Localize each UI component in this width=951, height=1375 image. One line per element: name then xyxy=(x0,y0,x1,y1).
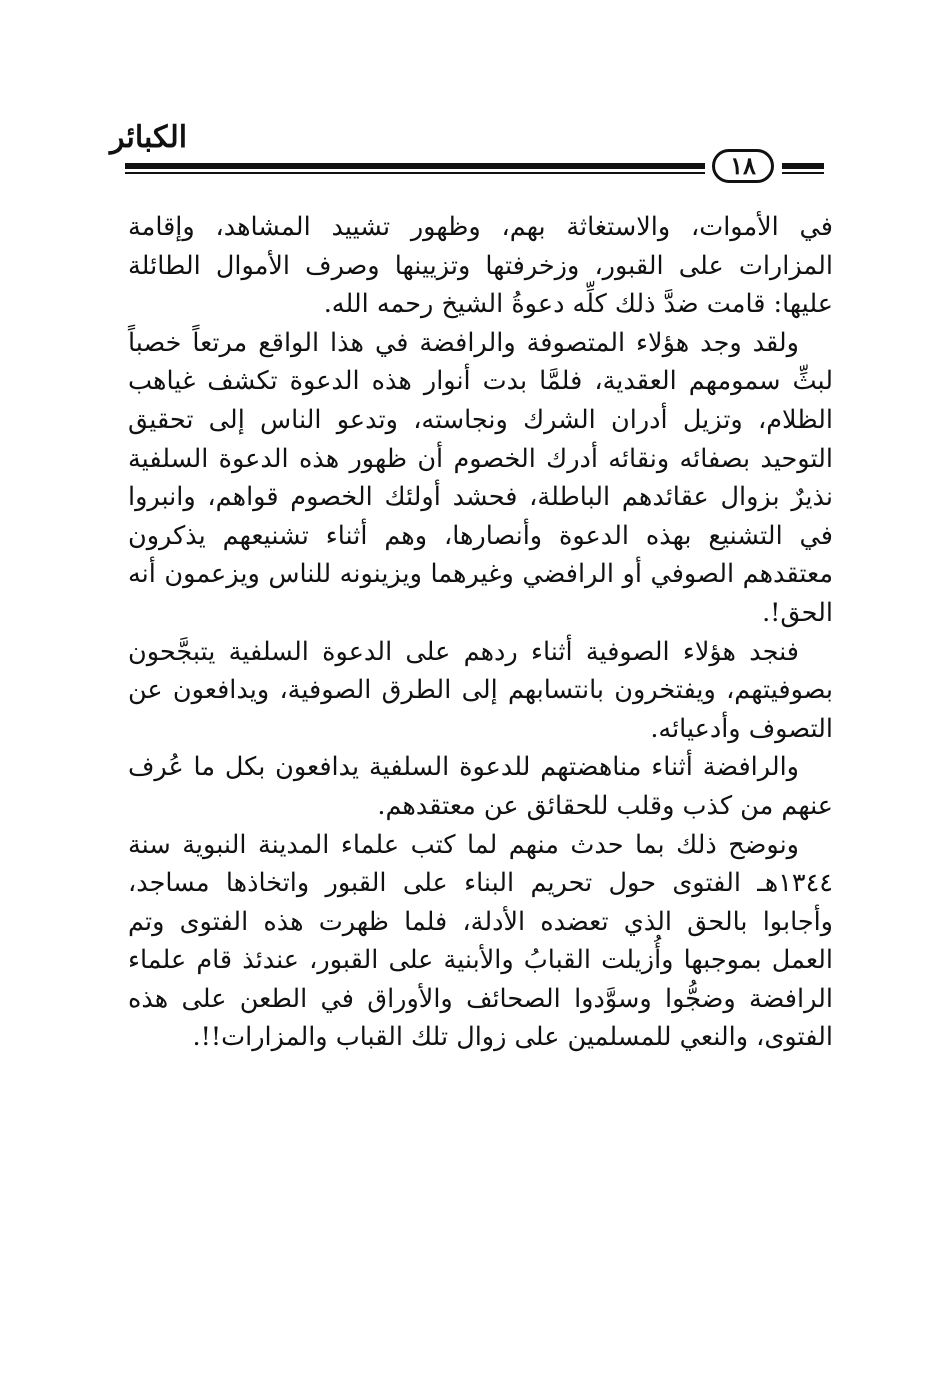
header-rule-right-thin xyxy=(782,172,824,174)
running-title: الكبائر xyxy=(110,120,188,155)
header-rule-right-thick xyxy=(782,163,824,169)
paragraph-2: ولقد وجد هؤلاء المتصوفة والرافضة في هذا الواقع مرتعاً خصباً لبثِّ سمومهم العقدية، فلمَّا بدت أنوار هذه الدعوة تكشف غياهب الظلام، وتزيل أدران الشرك ونجاسته، وتدعو الناس إلى تحقيق التوحيد بصفائه ونقائه أدرك الخصوم أن ظهور هذه الدعوة السلفية نذيرٌ بزوال عقائدهم الباطلة، فحشد أولئك الخصوم قواهم، وانبروا في التشنيع بهذه الدعوة وأنصارها، وهم أثناء تشنيعهم يذكرون معتقدهم الصوفي أو الرافضي وغيرهما ويزينونه للناس ويزعمون أنه الحق!. xyxy=(128,327,833,628)
paragraph-1: في الأموات، والاستغاثة بهم، وظهور تشييد المشاهد، وإقامة المزارات على القبور، وزخرفتها وتزيينها وصرف الأموال الطائلة عليها: قامت ضدَّ ذلك كلِّه دعوةُ الشيخ رحمه الله. xyxy=(128,212,833,320)
body-text xyxy=(128,208,833,1057)
page-number: ١٨ xyxy=(712,149,774,183)
paragraph-3: فنجد هؤلاء الصوفية أثناء ردهم على الدعوة السلفية يتبجَّحون بصوفيتهم، ويفتخرون بانتسابهم إلى الطرق الصوفية، ويدافعون عن التصوف وأدعيائه. xyxy=(128,636,833,744)
header-rule-thin xyxy=(125,172,705,174)
paragraph-5: ونوضح ذلك بما حدث منهم لما كتب علماء المدينة النبوية سنة ١٣٤٤هـ الفتوى حول تحريم البناء على القبور واتخاذها مساجد، وأجابوا بالحق الذي تعضده الأدلة، فلما ظهرت هذه الفتوى وتم العمل بموجبها وأُزيلت القبابُ والأبنية على القبور، عندئذ قام علماء الرافضة وضجُّوا وسوَّدوا الصحائف والأوراق في الطعن على هذه الفتوى، والنعي للمسلمين على زوال تلك القباب والمزارات!!. xyxy=(128,829,833,1053)
paragraph-4: والرافضة أثناء مناهضتهم للدعوة السلفية يدافعون بكل ما عُرف عنهم من كذب وقلب للحقائق عن معتقدهم. xyxy=(128,752,833,821)
header-rule-thick xyxy=(125,163,705,169)
